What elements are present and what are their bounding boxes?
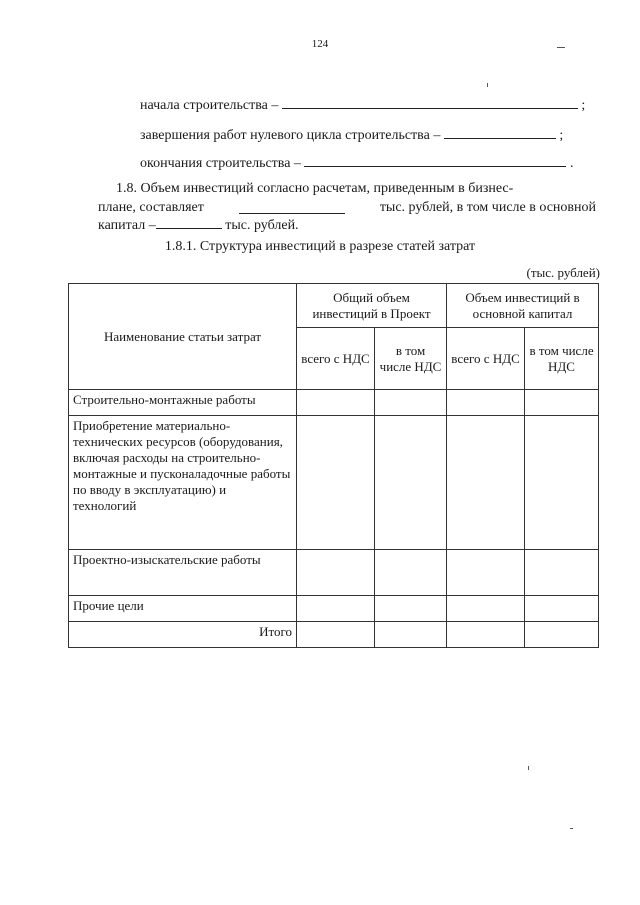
table-row [69, 550, 599, 596]
date-line-zero-cycle [140, 126, 563, 144]
table-row [69, 596, 599, 622]
scan-speck [557, 47, 565, 48]
scan-speck [570, 828, 573, 829]
investment-para-text-b: тыс. рублей, в том числе в основной [379, 200, 596, 215]
header-cost-item: Наименование статьи затрат [69, 284, 297, 390]
header-total-investment: Общий объем инвестиций в Проект [297, 284, 447, 328]
date-label-zero-cycle: завершения работ нулевого цикла строительства – [140, 128, 441, 143]
blank-field-capital[interactable] [156, 216, 222, 229]
investment-para-text-d: тыс. рублей. [225, 218, 299, 233]
blank-field-finish[interactable] [304, 154, 566, 167]
investment-para-line2 [98, 198, 596, 217]
cell-input[interactable] [447, 416, 525, 550]
row-label-construction: Строительно-монтажные работы [69, 390, 297, 416]
row-label-design: Проектно-изыскательские работы [69, 550, 297, 596]
cell-input[interactable] [447, 390, 525, 416]
row-label-total: Итого [69, 622, 297, 648]
units-note: (тыс. рублей) [526, 265, 600, 280]
cell-input[interactable] [375, 416, 447, 550]
blank-field-start[interactable] [282, 96, 578, 109]
date-line-finish [140, 154, 573, 172]
subheader-capital-total-vat: всего с НДС [447, 328, 525, 390]
section-subtitle: 1.8.1. Структура инвестиций в разрезе статей затрат [164, 239, 476, 254]
date-end-zero-cycle: ; [559, 128, 564, 143]
cell-input[interactable] [525, 596, 599, 622]
header-capital-investment: Объем инвестиций в основной капитал [447, 284, 599, 328]
cell-input[interactable] [525, 390, 599, 416]
row-label-other: Прочие цели [69, 596, 297, 622]
cell-input[interactable] [297, 390, 375, 416]
table-total-row [69, 622, 599, 648]
cell-input[interactable] [525, 550, 599, 596]
cell-input[interactable] [297, 550, 375, 596]
investment-para-text-a: плане, составляет [98, 200, 204, 215]
investment-para-line3 [98, 216, 596, 235]
blank-field-zero-cycle[interactable] [444, 126, 556, 139]
cell-input[interactable] [375, 550, 447, 596]
table-row [69, 390, 599, 416]
row-label-equipment: Приобретение материально-технических ресурсов (оборудования, включая расходы на строительно-монтажные и пусконаладочные работы по вводу в эксплуатацию) и технологий [69, 416, 297, 550]
investment-structure-table [68, 283, 599, 648]
investment-para-line1: 1.8. Объем инвестиций согласно расчетам, приведенным в бизнес- [116, 181, 514, 196]
subheader-total-vat: всего с НДС [297, 328, 375, 390]
cell-input[interactable] [375, 622, 447, 648]
scan-speck [528, 766, 529, 770]
cell-input[interactable] [375, 596, 447, 622]
cell-input[interactable] [447, 550, 525, 596]
date-end-finish: . [569, 156, 574, 171]
subheader-incl-vat: в том числе НДС [375, 328, 447, 390]
table-row [69, 416, 599, 550]
date-label-start: начала строительства – [140, 98, 279, 113]
cell-input[interactable] [297, 416, 375, 550]
table-header-row [69, 284, 599, 328]
cell-input[interactable] [525, 622, 599, 648]
cell-input[interactable] [447, 596, 525, 622]
date-line-start [140, 96, 585, 114]
investment-para-text-c: капитал – [98, 218, 156, 233]
subheader-capital-incl-vat: в том числе НДС [525, 328, 599, 390]
cell-input[interactable] [375, 390, 447, 416]
blank-field-investment-total[interactable] [239, 201, 345, 214]
page-number: 124 [311, 38, 329, 50]
scan-speck [487, 83, 488, 87]
date-label-finish: окончания строительства – [140, 156, 301, 171]
cell-input[interactable] [297, 596, 375, 622]
cell-input[interactable] [525, 416, 599, 550]
date-end-start: ; [581, 98, 586, 113]
cell-input[interactable] [447, 622, 525, 648]
cell-input[interactable] [297, 622, 375, 648]
